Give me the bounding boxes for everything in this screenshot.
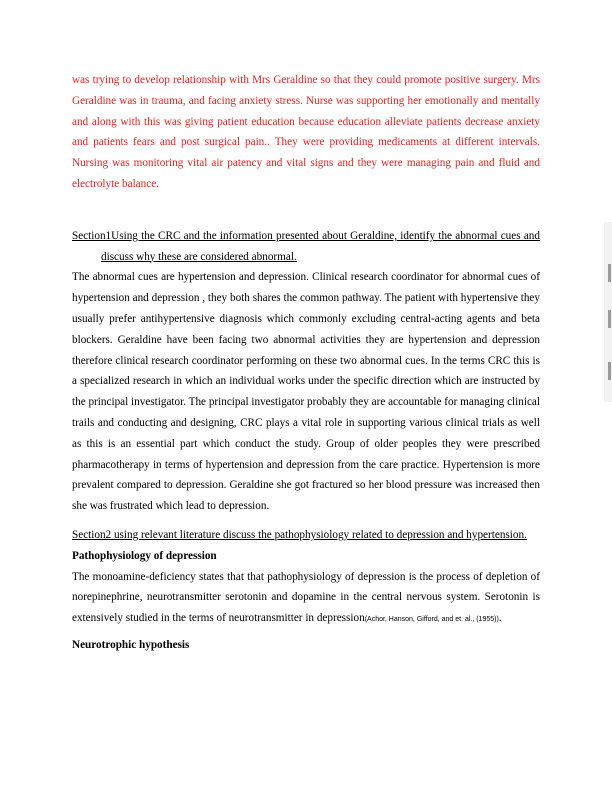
section2-heading: Section2 using relevant literature discuss the pathophysiology related to depression and hypertension. [72,528,527,541]
subheading-pathophysiology-depression: Pathophysiology of depression [72,549,217,562]
document-page [72,70,540,656]
section2-body-text: The monoamine-deficiency states that that pathophysiology of depression is the process of depletion of norepinephrine, neurotransmitter serotonin and dopamine in the central nervous system. Serotonin is extensively studied in the terms of neurotransmitter in depression [72,570,540,625]
intro-paragraph: was trying to develop relationship with Mrs Geraldine so that they could promote positive surgery. Mrs Geraldine was in trauma, and facing anxiety stress. Nurse was supporting her emotionally and mentally and along with this was giving patient education because education alleviate patients decrease anxiety and patients fears and post surgical pain.. They were providing medicaments at different intervals. Nursing was monitoring vital air patency and vital signs and they were managing pain and fluid and electrolyte balance. [72,74,540,190]
scrollbar-track[interactable] [604,222,612,402]
section1-heading: Section1Using the CRC and the information presented about Geraldine, identify the abnormal cues and discuss why these are considered abnormal. [72,229,540,263]
scroll-marker [608,264,611,282]
citation-end: . [498,612,502,625]
section1-body: The abnormal cues are hypertension and depression. Clinical research coordinator for abnormal cues of hypertension and depression , they both shares the common pathway. The patient with hypertensive they usually prefer antihypertensive diagnosis which commonly excluding central-acting agents and beta blockers. Geraldine have been facing two abnormal activities they are hypertension and depression therefore clinical research coordinator performing on these two abnormal cues. In the terms CRC this is a specialized research in which an individual works under the specific direction which are instructed by the principal investigator. The principal investigator probably they are accountable for managing clinical trails and conducting and designing, CRC plays a vital role in supporting various clinical trials as well as this is an essential part which conduct the study. Group of older peoples they were prescribed pharmacotherapy in terms of hypertension and depression from the care practice. Hypertension is more prevalent compared to depression. Geraldine she got fractured so her blood pressure was increased then she was frustrated which lead to depression. [72,271,540,513]
scroll-marker [608,310,611,328]
scroll-marker [608,362,611,380]
subheading-neurotrophic-hypothesis: Neurotrophic hypothesis [72,638,190,651]
citation: (Achor, Hanson, Gifford, and et. al., (1955)) [364,616,499,624]
section2-body [72,567,540,631]
